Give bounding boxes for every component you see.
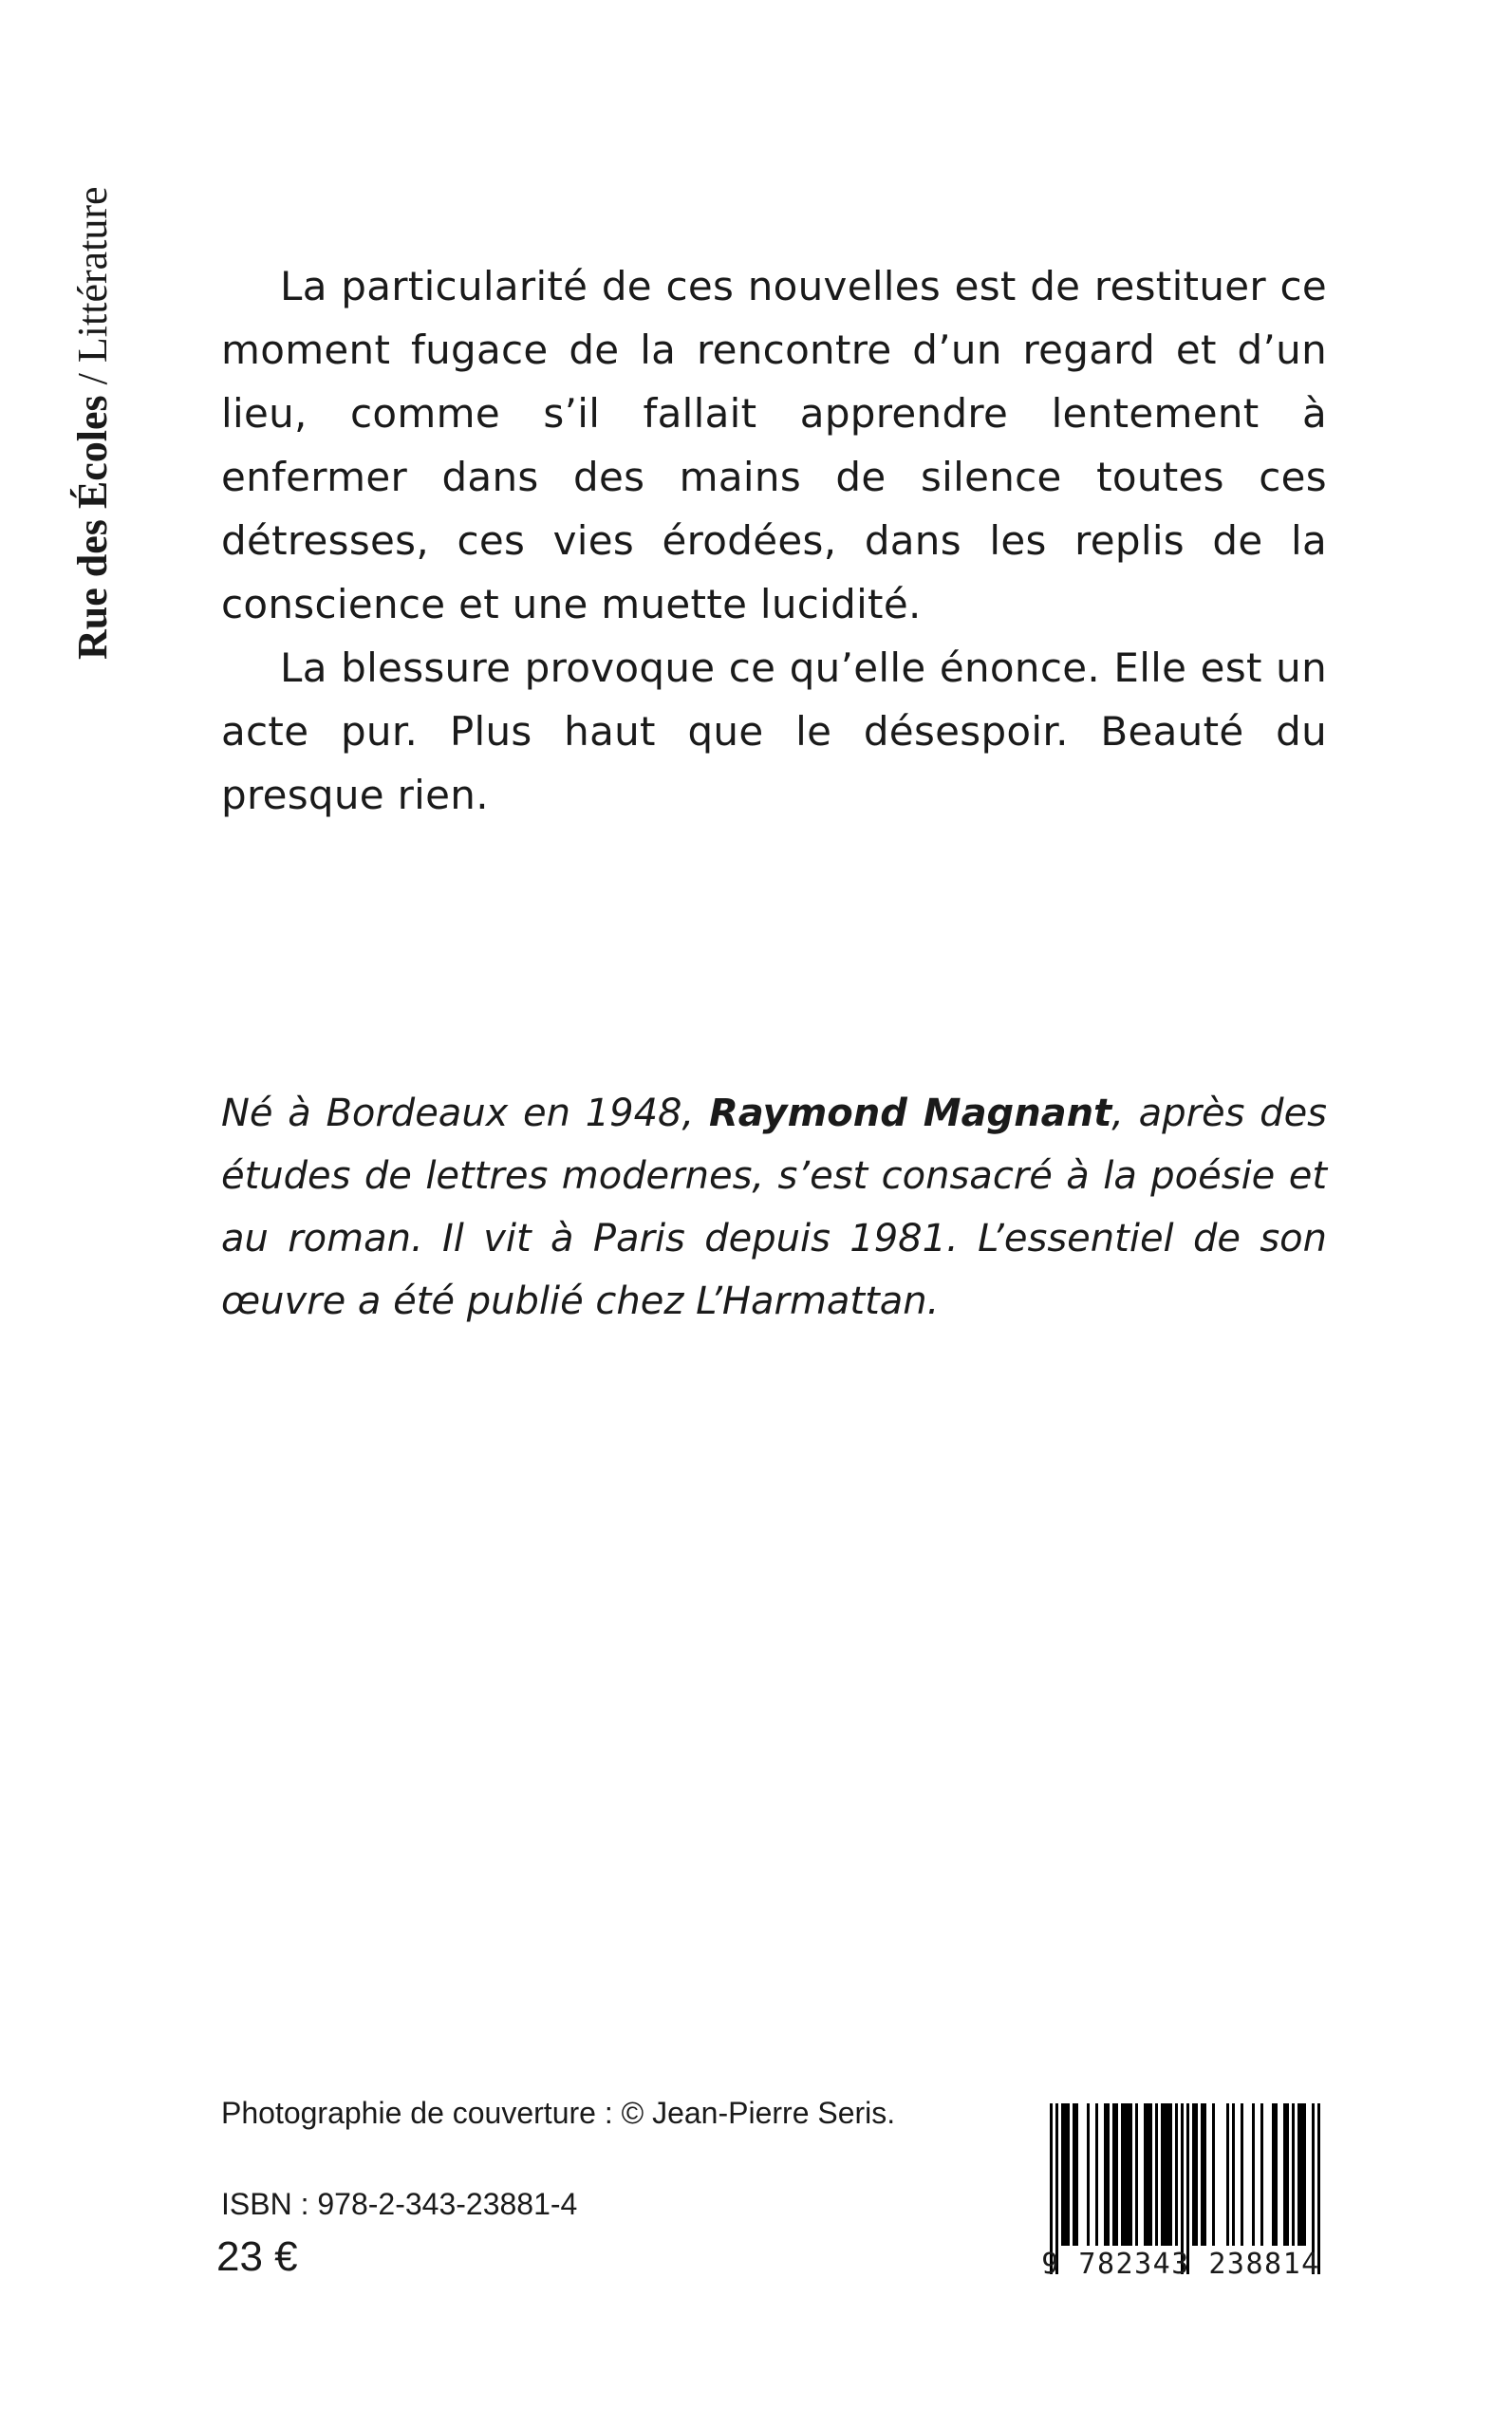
- barcode-bar: [1075, 2103, 1078, 2246]
- barcode-bar: [1232, 2103, 1235, 2246]
- barcode-bar: [1260, 2103, 1263, 2246]
- barcode-bar: [1283, 2103, 1286, 2246]
- author-bio: [221, 1082, 1327, 1333]
- barcode-bar: [1204, 2103, 1206, 2246]
- barcode-bar: [1104, 2103, 1107, 2246]
- barcode-bar: [1167, 2103, 1169, 2246]
- barcode-bar: [1195, 2103, 1198, 2246]
- genre-name: Littérature: [69, 186, 116, 364]
- barcode-bar: [1095, 2103, 1098, 2246]
- barcode-bar: [1061, 2103, 1064, 2246]
- barcode-bar: [1064, 2103, 1067, 2246]
- barcode-number: 9 782343 238814: [1041, 2248, 1320, 2281]
- barcode-bar: [1073, 2103, 1075, 2246]
- summary-paragraph-1: La particularité de ces nouvelles est de restituer ce moment fugace de la rencontre d’un regard et d’un lieu, comme s’il fallait apprendre lentement à enfermer dans des mains de silence toutes ces détresses, ces vies érodées, dans les replis de la conscience et une muette lucidité.: [221, 263, 1327, 627]
- barcode-bar: [1169, 2103, 1172, 2246]
- barcode-bar: [1226, 2103, 1229, 2246]
- bio-rest: , après des études de lettres modernes, s’est consacré à la poésie et au roman. Il vit à Paris depuis 1981. L’essentiel de son œuvre a été publié chez L’Harmattan.: [221, 1092, 1328, 1323]
- barcode-bar: [1144, 2103, 1147, 2246]
- summary-paragraph-2: La blessure provoque ce qu’elle énonce. Elle est un acte pur. Plus haut que le désespoir. Beauté du presque rien.: [221, 644, 1327, 818]
- barcode-bar: [1286, 2103, 1289, 2246]
- barcode-bar: [1161, 2103, 1164, 2246]
- barcode-bar: [1297, 2103, 1300, 2246]
- barcode-bar: [1067, 2103, 1070, 2246]
- isbn: ISBN : 978-2-343-23881-4: [221, 2187, 578, 2221]
- barcode-bar: [1127, 2103, 1129, 2246]
- barcode-bar: [1272, 2103, 1275, 2246]
- barcode-bar: [1192, 2103, 1195, 2246]
- barcode-bar: [1212, 2103, 1215, 2246]
- bio-intro: Né à Bordeaux en 1948,: [221, 1092, 709, 1135]
- barcode-bar: [1149, 2103, 1152, 2246]
- barcode-bar: [1112, 2103, 1115, 2246]
- barcode-bar: [1087, 2103, 1090, 2246]
- barcode-bar: [1303, 2103, 1306, 2246]
- barcode-bar: [1252, 2103, 1255, 2246]
- barcode-bar: [1292, 2103, 1295, 2246]
- barcode-bar: [1124, 2103, 1127, 2246]
- barcode-bar: [1135, 2103, 1138, 2246]
- series-name: Rue des Écoles: [69, 395, 116, 660]
- barcode-bar: [1201, 2103, 1204, 2246]
- author-name: Raymond Magnant: [708, 1092, 1112, 1135]
- barcode-bar: [1275, 2103, 1278, 2246]
- barcode-bar: [1241, 2103, 1243, 2246]
- barcode-bar: [1115, 2103, 1118, 2246]
- barcode-bar: [1164, 2103, 1167, 2246]
- barcode-bar: [1129, 2103, 1132, 2246]
- barcode-bar: [1147, 2103, 1149, 2246]
- barcode-bar: [1121, 2103, 1124, 2246]
- spine-title: [55, 90, 131, 660]
- back-cover-summary: [221, 254, 1327, 827]
- price: 23 €: [216, 2233, 298, 2280]
- barcode-bar: [1175, 2103, 1178, 2246]
- photo-credit: Photographie de couverture : © Jean-Pierre Seris.: [221, 2096, 896, 2130]
- barcode-bar: [1300, 2103, 1303, 2246]
- barcode-bar: [1155, 2103, 1158, 2246]
- spine-separator: /: [69, 363, 116, 396]
- barcode-bar: [1107, 2103, 1110, 2246]
